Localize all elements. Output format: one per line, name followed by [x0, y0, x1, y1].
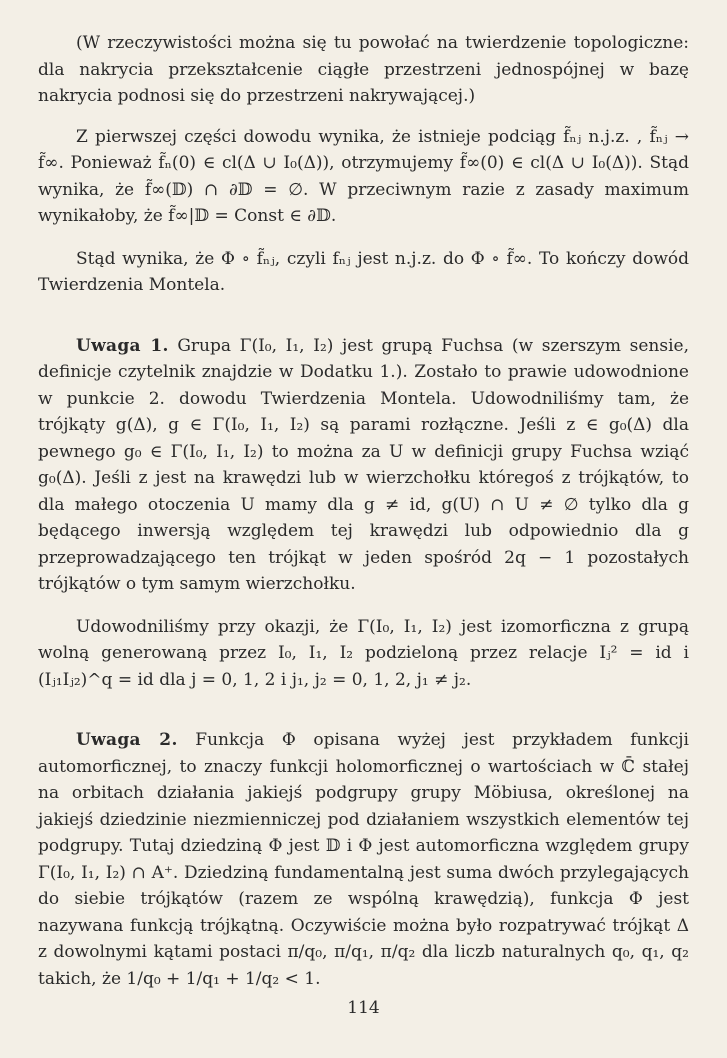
paragraph-text: Stąd wynika, że Φ ∘ f̃ₙⱼ, czyli fₙⱼ jest n.j.z. do Φ ∘ f̃∞. To kończy dowód Twierdzenia Montela.	[38, 248, 689, 295]
paragraph-topological-remark	[38, 30, 689, 110]
paragraph-proof-conclusion	[38, 246, 689, 299]
remark-label: Uwaga 2.	[76, 730, 178, 750]
paragraph-text: Z pierwszej części dowodu wynika, że istnieje podciąg f̃ₙⱼ n.j.z. , f̃ₙⱼ → f̃∞. Ponieważ f̃ₙ(0) ∈ cl(Δ ∪ I₀(Δ)), otrzymujemy f̃∞(0) ∈ cl(Δ ∪ I₀(Δ)). Stąd wynika, że f̃∞(𝔻) ∩ ∂𝔻 = ∅. W przeciwnym razie z zasady maximum wynikałoby, że f̃∞|𝔻 = Const ∈ ∂𝔻.	[38, 126, 689, 226]
paragraph-subsequence	[38, 124, 689, 230]
remark-text: Grupa Γ(I₀, I₁, I₂) jest grupą Fuchsa (w szerszym sensie, definicje czytelnik znajdzie w Dodatku 1.). Zostało to prawie udowodnione w punkcie 2. dowodu Twierdzenia Montela. Udowodniliśmy tam, że trójkąty g(Δ), g ∈ Γ(I₀, I₁, I₂) są parami rozłączne. Jeśli z ∈ g₀(Δ) dla pewnego g₀ ∈ Γ(I₀, I₁, I₂) to można za U w definicji grupy Fuchsa wziąć g₀(Δ). Jeśli z jest na krawędzi lub w wierzchołku któregoś z trójkątów, to dla małego otoczenia U mamy dla g ≠ id, g(U) ∩ U ≠ ∅ tylko dla g będącego inwersją względem tej krawędzi lub odpowiednio dla g przeprowadzającego ten trójkąt w jeden spośród 2q − 1 pozostałych trójkątów o tym samym wierzchołku.	[38, 335, 689, 594]
page-number: 114	[347, 998, 380, 1018]
remark-text: Funkcja Φ opisana wyżej jest przykładem funkcji automorficznej, to znaczy funkcji holomorficznej o wartościach w ℂ̄ stałej na orbitach działania jakiejś podgrupy grupy Möbiusa, określonej na jakiejś dziedzinie niezmienniczej pod działaniem wszystkich elementów tej podgrupy. Tutaj dziedziną Φ jest 𝔻 i Φ jest automorficzna względem grupy Γ(I₀, I₁, I₂) ∩ A⁺. Dziedziną fundamentalną jest suma dwóch przylegających do siebie trójkątów (razem ze wspólną krawędzią), funkcja Φ jest nazywana funkcją trójkątną. Oczywiście można było rozpatrywać trójkąt Δ z dowolnymi kątami postaci π/q₀, π/q₁, π/q₂ dla liczb naturalnych q₀, q₁, q₂ takich, że 1/q₀ + 1/q₁ + 1/q₂ < 1.	[38, 730, 689, 989]
remark-label: Uwaga 1.	[76, 335, 169, 356]
paragraph-text: (W rzeczywistości można się tu powołać na twierdzenie topologiczne: dla nakrycia przekształcenie ciągłe przestrzeni jednospójnej w bazę nakrycia podnosi się do przestrzeni nakrywającej.)	[38, 33, 689, 106]
remark-1	[38, 333, 689, 598]
paragraph-text: Udowodniliśmy przy okazji, że Γ(I₀, I₁, I₂) jest izomorficzna z grupą wolną generowaną przez I₀, I₁, I₂ podzieloną przez relacje Iⱼ² = id i (Iⱼ₁Iⱼ₂)^q = id dla j = 0, 1, 2 i j₁, j₂ = 0, 1, 2, j₁ ≠ j₂.	[38, 616, 689, 690]
paragraph-isomorphism	[38, 614, 689, 694]
remark-2	[38, 727, 689, 992]
